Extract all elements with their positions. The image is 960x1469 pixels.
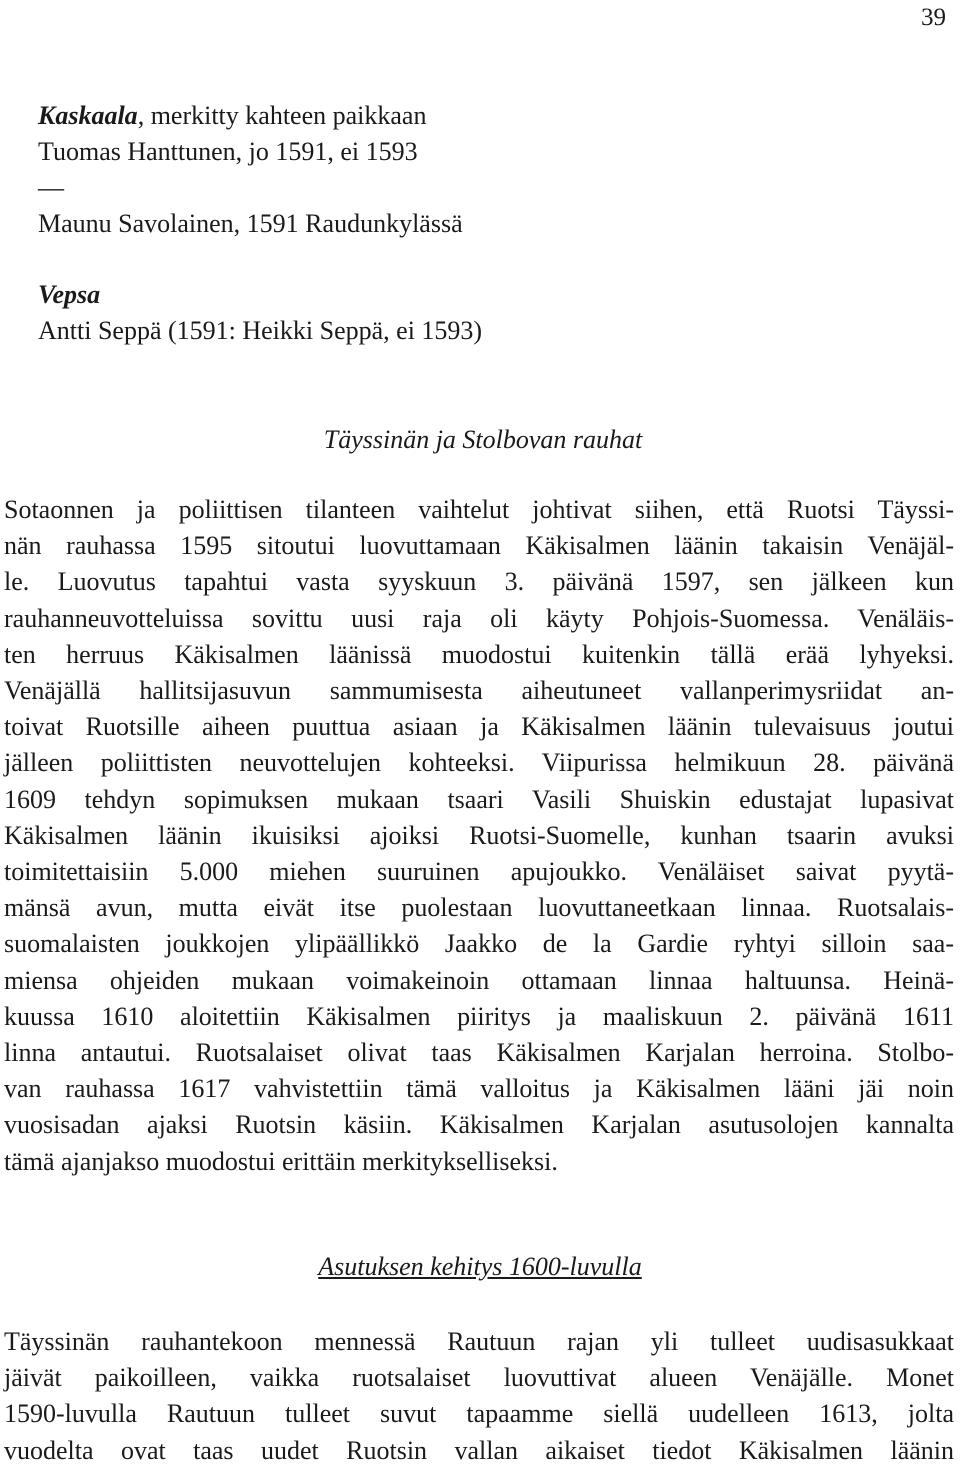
body-line: vuosisadan ajaksi Ruotsin käsiin. Käkisalmen Karjalan asutusolojen kannalta <box>4 1110 954 1140</box>
page-number: 39 <box>921 4 946 31</box>
place-name: Vepsa <box>38 280 101 309</box>
settler-entry: — <box>38 173 64 202</box>
body-line: 1609 tehdyn sopimuksen mukaan tsaari Vasili Shuiskin edustajat lupasivat <box>4 784 954 814</box>
body-line: jäivät paikoilleen, vaikka ruotsalaiset luovuttivat alueen Venäjälle. Monet <box>4 1363 954 1393</box>
body-line: jälleen poliittisten neuvottelujen kohteeksi. Viipurissa helmikuun 28. päivänä <box>4 748 954 778</box>
body-line: kuussa 1610 aloitettiin Käkisalmen piiritys ja maaliskuun 2. päivänä 1611 <box>4 1001 954 1031</box>
body-line: miensa ohjeiden mukaan voimakeinoin ottamaan linnaa haltuunsa. Heinä- <box>4 965 954 995</box>
body-line: toimitettaisiin 5.000 miehen suuruinen apujoukko. Venäläiset saivat pyytä- <box>4 857 954 887</box>
body-line: suomalaisten joukkojen ylipäällikkö Jaakko de la Gardie ryhtyi silloin saa- <box>4 929 954 959</box>
section-heading: Täyssinän ja Stolbovan rauhat <box>323 425 643 454</box>
body-line: vuodelta ovat taas uudet Ruotsin vallan aikaiset tiedot Käkisalmen läänin <box>4 1435 954 1465</box>
body-line: ten herruus Käkisalmen läänissä muodostui kuitenkin tällä erää lyhyeksi. <box>4 639 954 669</box>
section-body <box>4 1324 954 1469</box>
place-note: , merkitty kahteen paikkaan <box>137 101 427 130</box>
place-name: Kaskaala <box>38 101 138 130</box>
body-line: linna antautui. Ruotsalaiset olivat taas Käkisalmen Karjalan herroina. Stolbo- <box>4 1038 954 1068</box>
body-line: rauhanneuvotteluissa sovittu uusi raja oli käyty Pohjois-Suomessa. Venäläis- <box>4 603 954 633</box>
settler-entry: Maunu Savolainen, 1591 Raudunkylässä <box>38 209 463 238</box>
body-line: Käkisalmen läänin ikuisiksi ajoiksi Ruotsi-Suomelle, kunhan tsaarin avuksi <box>4 820 954 850</box>
place-entry <box>38 277 940 313</box>
body-line: mänsä avun, mutta eivät itse puolestaan luovuttaneetkaan linnaa. Ruotsalais- <box>4 893 954 923</box>
body-line: Täyssinän rauhantekoon mennessä Rautuun rajan yli tulleet uudisasukkaat <box>4 1327 954 1356</box>
body-line: 1590-luvulla Rautuun tulleet suvut tapaamme siellä uudelleen 1613, jolta <box>4 1399 954 1429</box>
body-line: van rauhassa 1617 vahvistettiin tämä valloitus ja Käkisalmen lääni jäi noin <box>4 1074 954 1104</box>
body-line: toivat Ruotsille aiheen puuttua asiaan ja Käkisalmen läänin tulevaisuus joutui <box>4 712 954 742</box>
body-line: nän rauhassa 1595 sitoutui luovuttamaan Käkisalmen läänin takaisin Venäjäl- <box>4 531 954 561</box>
settler-entry: Antti Seppä (1591: Heikki Seppä, ei 1593) <box>38 316 483 345</box>
section-heading: Asutuksen kehitys 1600-luvulla <box>318 1252 642 1281</box>
body-line: tämä ajanjakso muodostui erittäin merkitykselliseksi. <box>4 1146 558 1176</box>
body-line: le. Luovutus tapahtui vasta syyskuun 3. päivänä 1597, sen jälkeen kun <box>4 567 954 597</box>
section-body <box>4 492 954 1180</box>
body-line: Venäjällä hallitsijasuvun sammumisesta aiheutuneet vallanperimysriidat an- <box>4 676 954 706</box>
body-line: Sotaonnen ja poliittisen tilanteen vaihtelut johtivat siihen, että Ruotsi Täyssi- <box>4 495 954 524</box>
settler-list <box>38 98 940 349</box>
place-entry <box>38 98 940 134</box>
settler-entry: Tuomas Hanttunen, jo 1591, ei 1593 <box>38 137 418 166</box>
